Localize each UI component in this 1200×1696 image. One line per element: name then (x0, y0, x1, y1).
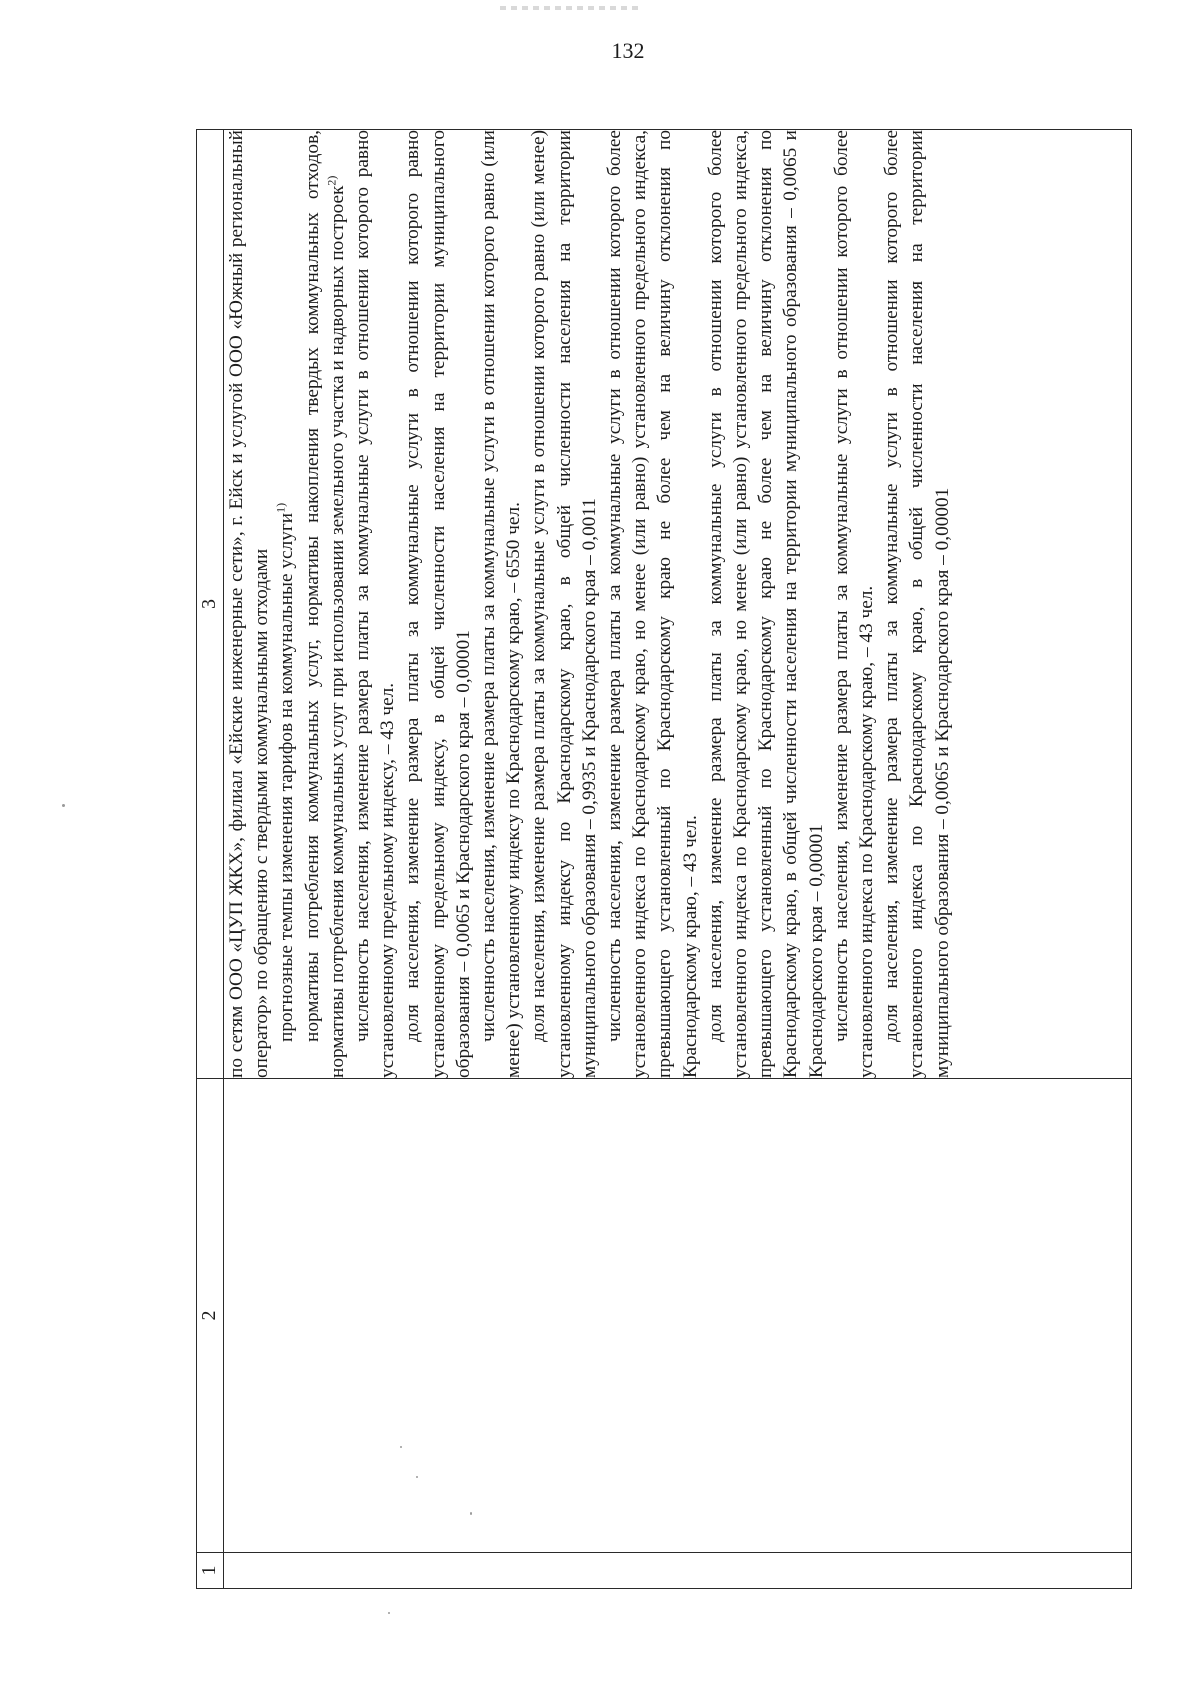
footnote-marker: 1) (273, 502, 288, 513)
paragraph-networks: по сетям ООО «ЦУП ЖКХ», филиал «Ейские инженерные сети», г. Ейск и услугой ООО «Южный региональный оператор» по обращению с твердыми коммунальными отходами (226, 130, 273, 1078)
cell-col3 (224, 130, 1132, 1079)
paragraph-consumption-norms: нормативы потребления коммунальных услуг, нормативы накопления твердых коммунальных отходов, нормативы потребления коммунальных услуг при использовании земельного участка и надворных построек$^{2)}$ (301, 130, 348, 1078)
paragraph-tariff-rates: прогнозные темпы изменения тарифов на коммунальные услуги$^{1)}$ (273, 502, 298, 1042)
page-number: 132 (611, 38, 645, 63)
document-table (196, 129, 1132, 1589)
paragraph-population-less-regional: численность населения, изменение размера платы за коммунальные услуги в отношении которого равно (или менее) установленному индексу по Краснодарскому краю, – 6550 чел. (478, 130, 525, 1078)
rotated-table-container (196, 129, 1132, 1589)
paragraph-population-equal-limit: численность населения, изменение размера платы за коммунальные услуги в отношении которого равно установленному предельному индексу, – 43 чел. (352, 130, 399, 1078)
scan-speck (388, 1612, 390, 1614)
column-header-1: 1 (197, 1553, 224, 1589)
paragraph-share-above-regional-within-deviation: доля населения, изменение размера платы за коммунальные услуги в отношении которого более установленного индекса по Краснодарскому краю, но менее (или равно) установленного предельного индекса, превышающего установленный по Краснодарскому краю не более чем на величину отклонения по Краснодарскому краю, в общей численности населения на территории муниципального образования – 0,0065 и Краснодарского края – 0,00001 (704, 130, 827, 1078)
column-header-2: 2 (197, 1079, 224, 1553)
paragraph-share-less-regional: доля населения, изменение размера платы за коммунальные услуги в отношении которого равно (или менее) установленному индексу по Краснодарскому краю, в общей численности населения на территории муниципального образования – 0,9935 и Краснодарского края – 0,0011 (528, 130, 600, 1078)
cell-col1 (224, 1553, 1132, 1589)
paragraph-population-above-regional: численность населения, изменение размера платы за коммунальные услуги в отношении которого более установленного индекса по Краснодарскому краю, – 43 чел. (830, 130, 878, 1078)
column-header-3: 3 (197, 130, 224, 1079)
table-row (224, 130, 1132, 1589)
rotated-table-frame (196, 129, 1132, 1589)
paragraph-share-above-regional: доля населения, изменение размера платы за коммунальные услуги в отношении которого более установленного индекса по Краснодарскому краю, в общей численности населения на территории муниципального образования – 0,0065 и Краснодарского края – 0,00001 (881, 130, 953, 1078)
footnote-marker: 2) (324, 175, 339, 186)
scan-artifact-top (500, 6, 640, 10)
scan-speck (62, 804, 65, 807)
paragraph-population-above-regional-within-deviation: численность населения, изменение размера платы за коммунальные услуги в отношении которого более установленного индекса по Краснодарскому краю, но менее (или равно) установленного предельного индекса, превышающего установленный по Краснодарскому краю не более чем на величину отклонения по Краснодарскому краю, – 43 чел. (604, 130, 701, 1078)
cell-col2 (224, 1079, 1132, 1553)
table-header-row (197, 130, 224, 1589)
paragraph-share-equal-limit: доля населения, изменение размера платы за коммунальные услуги в отношении которого равно установленному предельному индексу, в общей численности населения на территории муниципального образования – 0,0065 и Краснодарского края – 0,00001 (402, 130, 474, 1078)
